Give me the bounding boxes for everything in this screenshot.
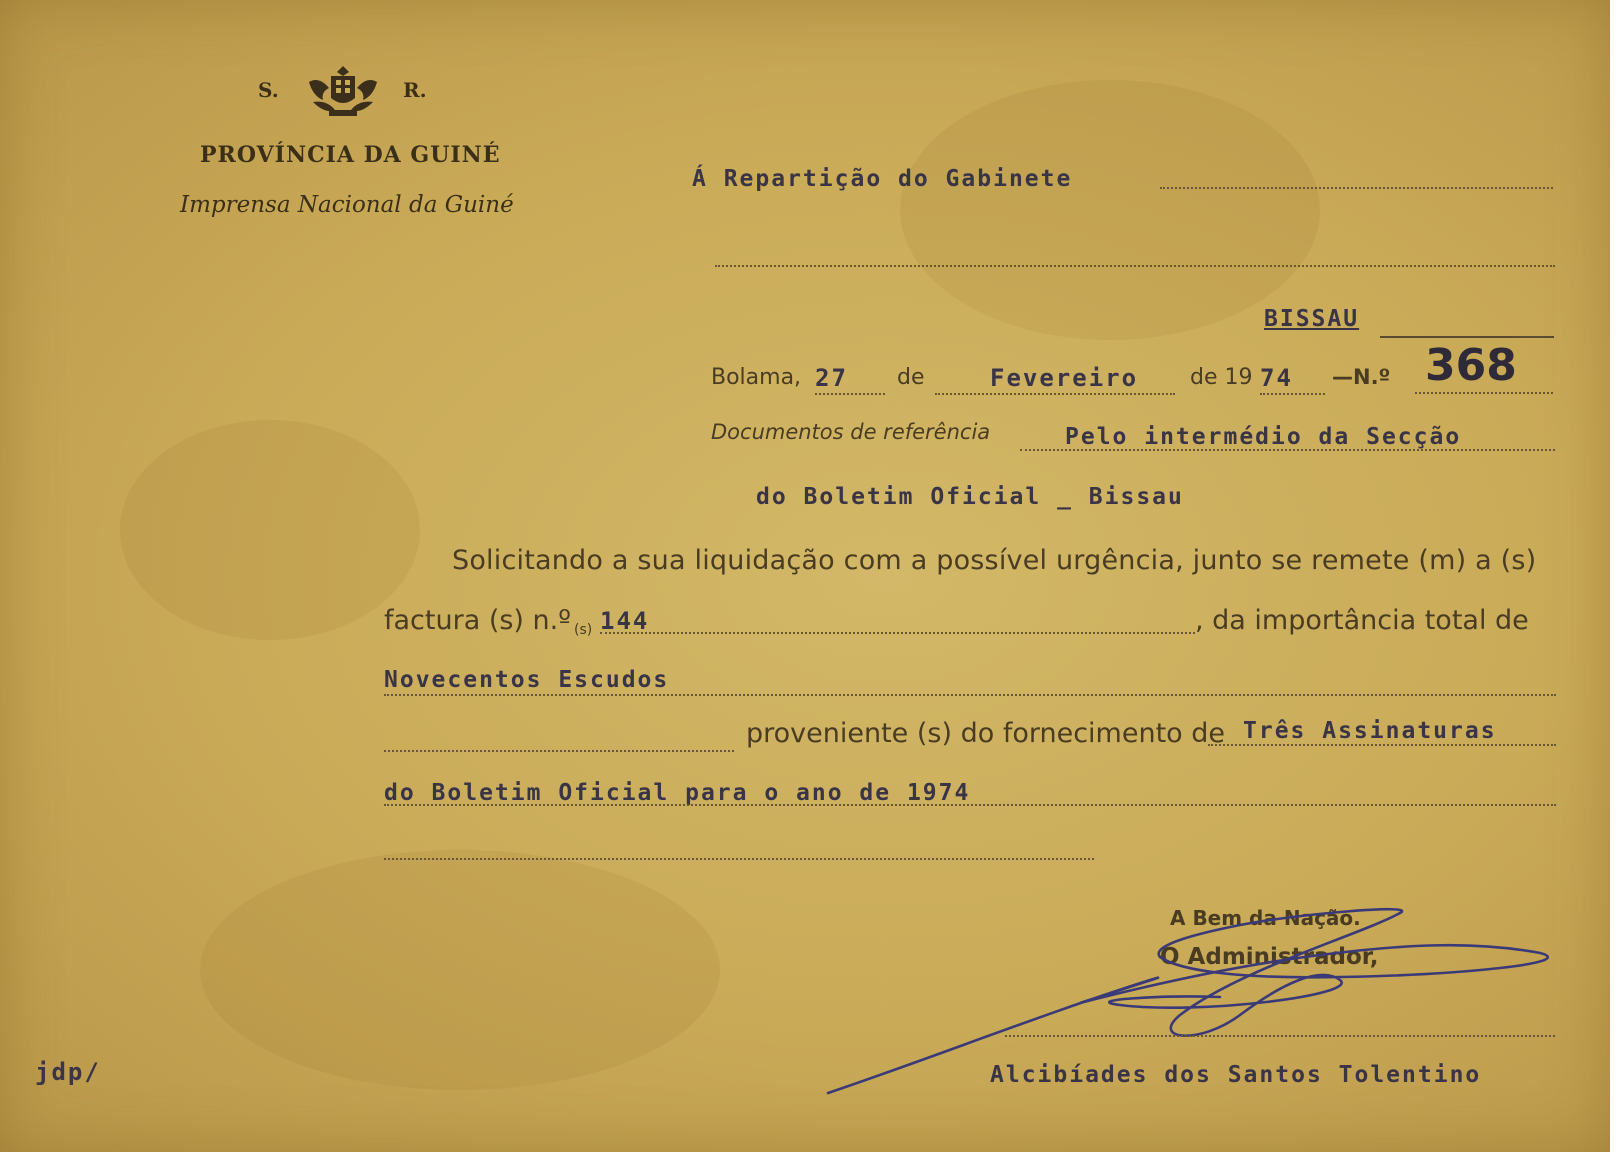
province-name: PROVÍNCIA DA GUINÉ [200, 142, 501, 168]
references-value-2: do Boletim Oficial _ Bissau [756, 484, 1184, 510]
letterhead-r: R. [403, 78, 427, 102]
amount-value: Novecentos Escudos [384, 667, 670, 693]
paper-stain [900, 80, 1320, 340]
date-de-2: de 19 [1190, 365, 1253, 390]
document-number: 368 [1425, 340, 1517, 391]
dotted-line [715, 265, 1555, 267]
amount-label: , da importância total de [1195, 605, 1529, 636]
date-place: Bolama, [711, 365, 802, 390]
dotted-line [1020, 449, 1555, 451]
closing-title: O Administrador, [1160, 944, 1379, 970]
dotted-line [1260, 393, 1325, 395]
coat-of-arms-icon [305, 62, 381, 122]
invoice-label-sub: (s) [574, 622, 593, 638]
invoice-number: 144 [600, 607, 650, 635]
supply-line-2: do Boletim Oficial para o ano de 1974 [384, 780, 971, 806]
supply-label: proveniente (s) do fornecimento de [746, 718, 1226, 749]
underline [1380, 336, 1554, 338]
references-value-1: Pelo intermédio da Secção [1065, 424, 1462, 450]
dotted-line [384, 804, 1556, 806]
number-label: —N.º [1332, 365, 1391, 389]
press-name: Imprensa Nacional da Guiné [180, 192, 514, 218]
signatory-name: Alcibíades dos Santos Tolentino [990, 1062, 1482, 1088]
date-month: Fevereiro [990, 364, 1139, 392]
dotted-line [384, 694, 1556, 696]
dotted-line [384, 858, 1094, 860]
typist-initials: jdp/ [35, 1058, 101, 1086]
dotted-line [935, 393, 1175, 395]
letterhead-s: S. [258, 78, 279, 102]
paper-stain [200, 850, 720, 1090]
closing-salutation: A Bem da Nação. [1170, 906, 1361, 930]
dotted-line [384, 750, 734, 752]
date-year: 74 [1260, 364, 1293, 392]
paper-stain [120, 420, 420, 640]
dotted-line [1005, 1035, 1555, 1037]
dotted-line [1160, 187, 1553, 189]
addressee-line: Á Repartição do Gabinete [692, 166, 1073, 192]
date-de-1: de [897, 365, 925, 390]
dotted-line [1208, 744, 1556, 746]
dotted-line [815, 393, 885, 395]
dotted-line [600, 632, 1195, 634]
dotted-line [1415, 392, 1553, 394]
date-day: 27 [815, 364, 848, 392]
supply-value: Três Assinaturas [1243, 718, 1497, 744]
addressee-city: BISSAU [1264, 306, 1360, 332]
body-intro: Solicitando a sua liquidação com a possível urgência, junto se remete (m) a (s) [452, 545, 1537, 576]
invoice-label: factura (s) n.º [384, 605, 571, 636]
references-label: Documentos de referência [711, 420, 991, 444]
